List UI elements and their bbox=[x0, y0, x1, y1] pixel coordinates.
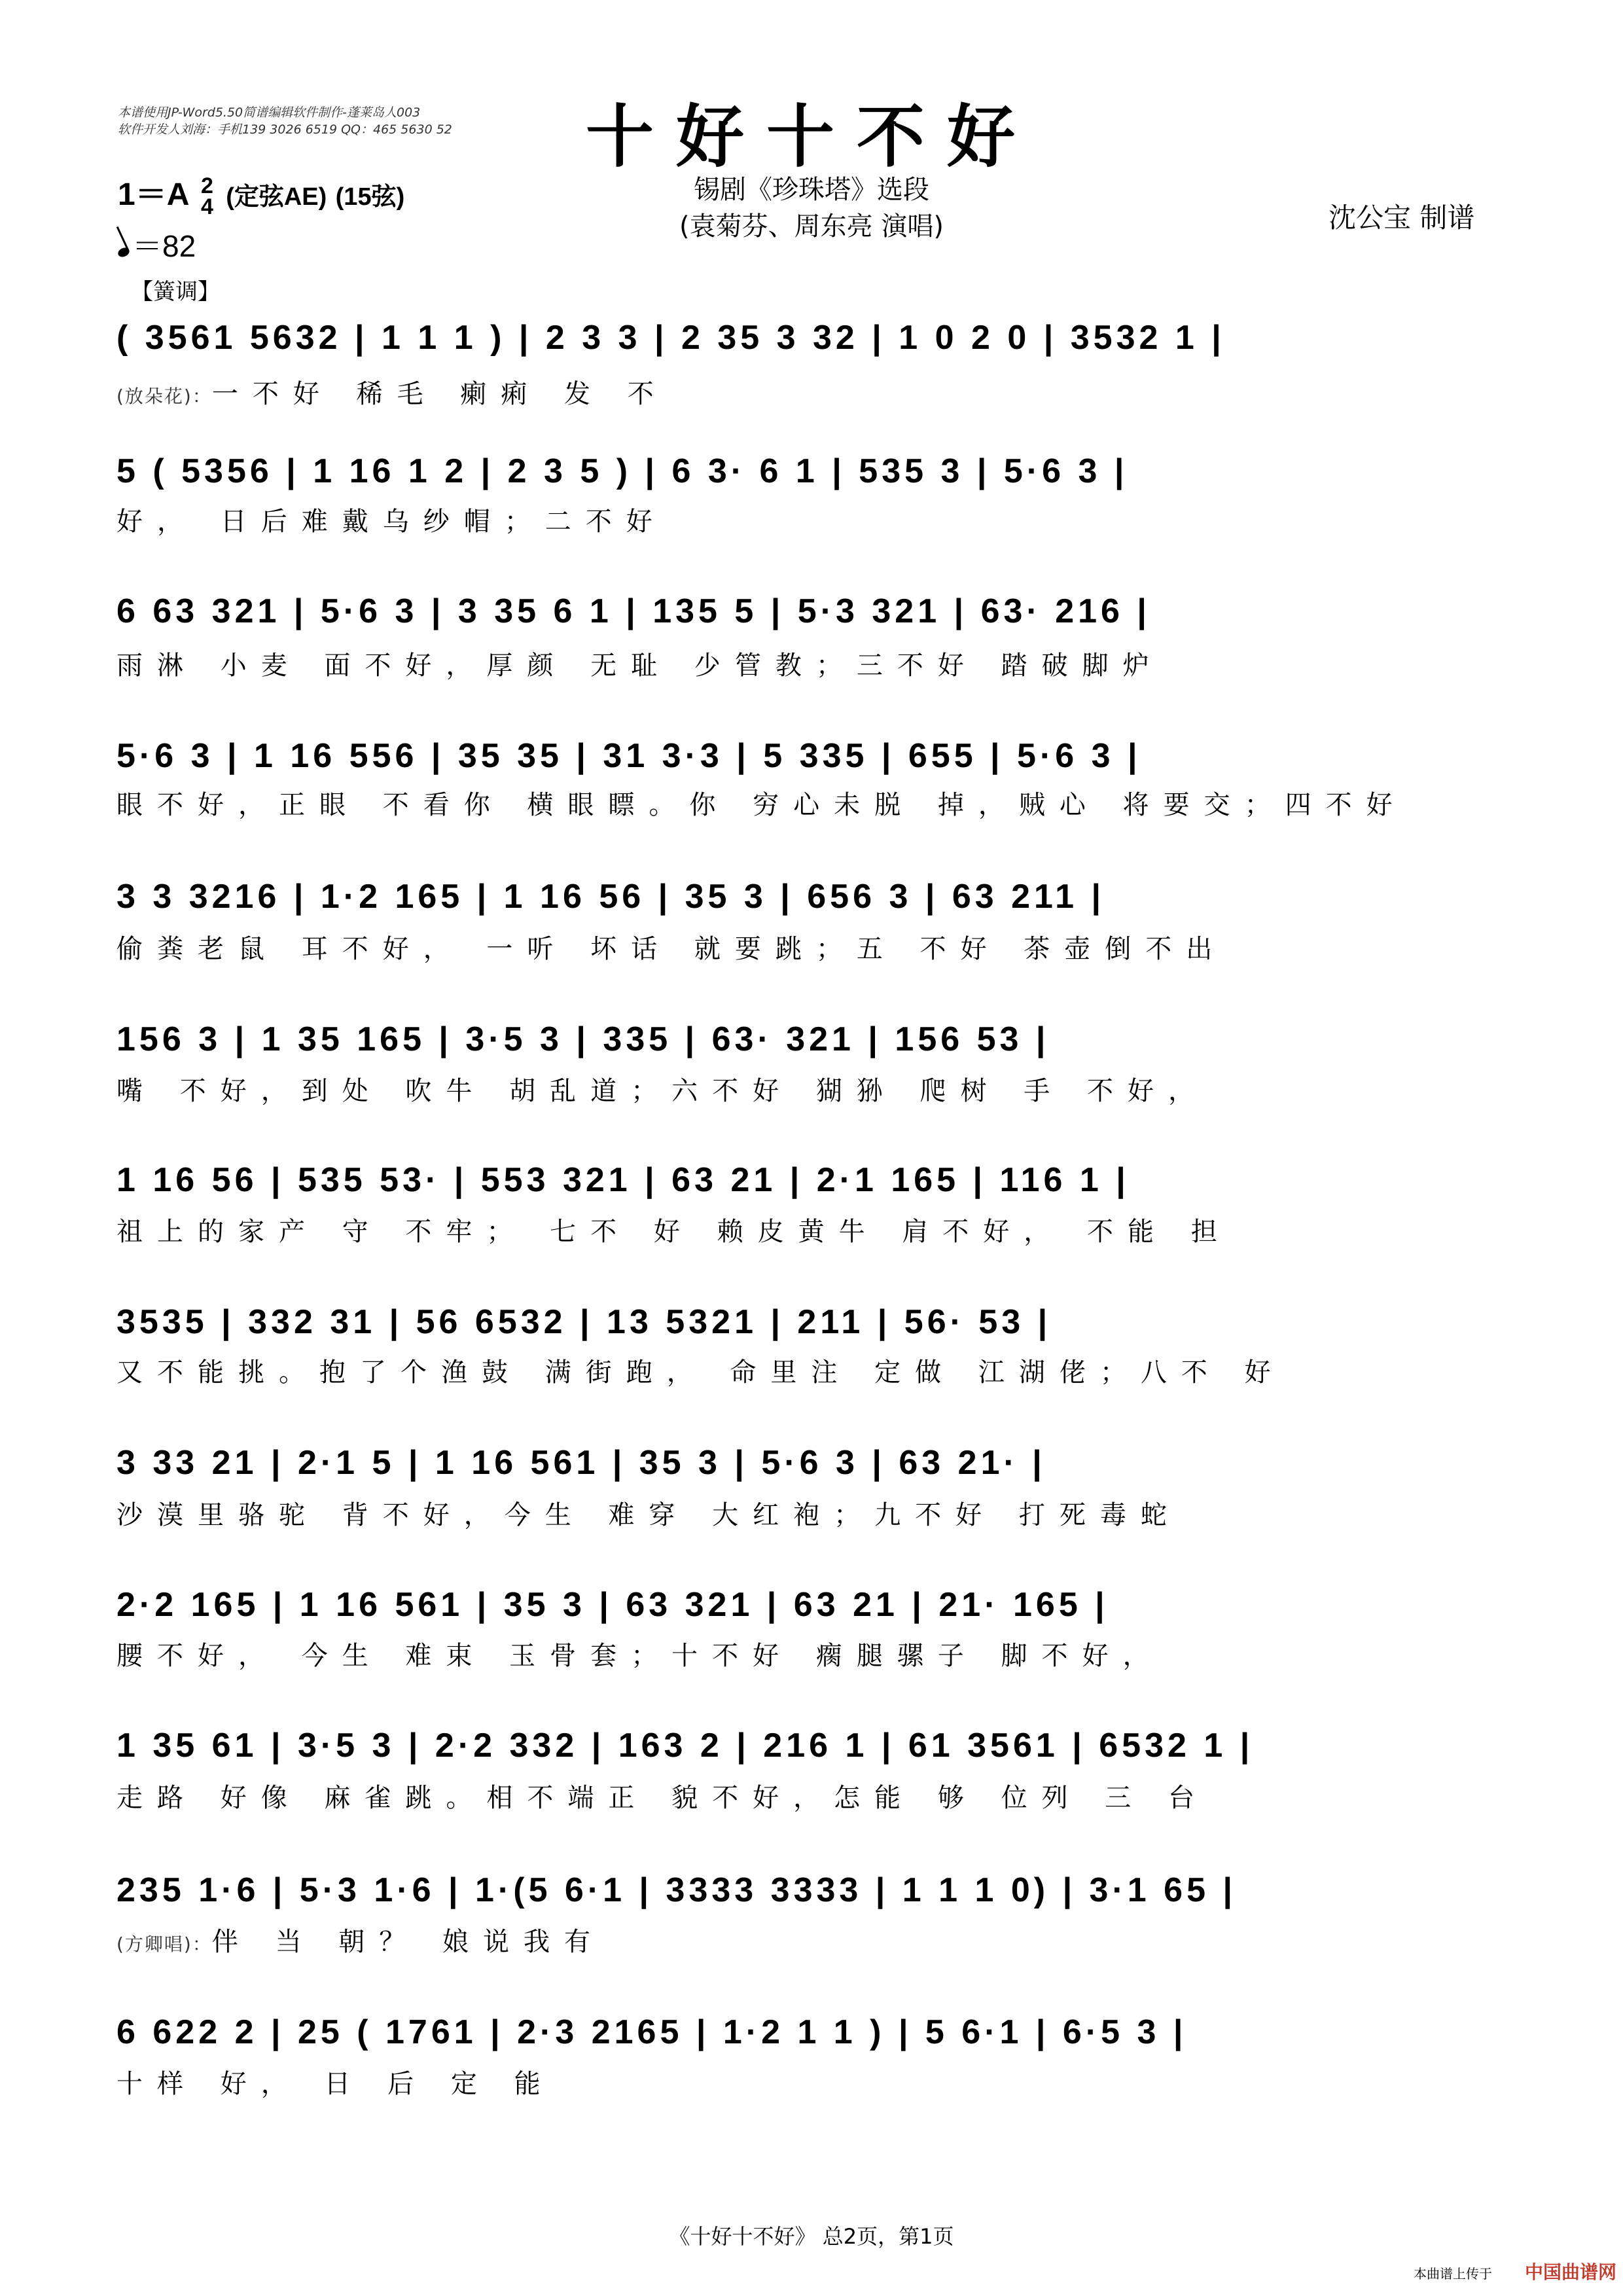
notation-row-2: 5 ( 5356 | 1 16 1 2 | 2 3 5 ) | 6 3· 6 1 | 535 3 | 5·6 3 | bbox=[116, 452, 1128, 490]
key-signature: 1＝A bbox=[118, 177, 188, 212]
notation-row-4: 5·6 3 | 1 16 556 | 35 35 | 31 3·3 | 5 335 | 655 | 5·6 3 | bbox=[116, 737, 1141, 775]
lyric-text: 祖上的家产 守 不牢； 七不 好 赖皮黄牛 肩不好， 不能 担 bbox=[116, 1217, 1232, 1247]
quarter-note-icon bbox=[116, 246, 131, 259]
strings: (15弦) bbox=[335, 183, 405, 211]
site-logo[interactable]: 中国曲谱网 bbox=[1525, 2261, 1617, 2283]
lyric-row-1 bbox=[116, 373, 1517, 410]
lyric-text: 腰不好， 今生 难束 玉骨套；十不好 瘸腿骡子 脚不好， bbox=[116, 1641, 1164, 1671]
lyric-row-11 bbox=[116, 1777, 1517, 1814]
notation-row-9: 3 33 21 | 2·1 5 | 1 16 561 | 35 3 | 5·6 3 | 63 21· | bbox=[116, 1444, 1046, 1482]
notation-row-6: 156 3 | 1 35 165 | 3·5 3 | 335 | 63· 321 | 156 53 | bbox=[116, 1020, 1050, 1058]
lyric-row-2 bbox=[116, 501, 1517, 538]
notation-row-10: 2·2 165 | 1 16 561 | 35 3 | 63 321 | 63 21 | 21· 165 | bbox=[116, 1586, 1109, 1624]
page-footer: 《十好十不好》 总2页，第1页 bbox=[669, 2224, 954, 2249]
subtitle: 锡剧《珍珠塔》选段 bbox=[694, 175, 929, 205]
lyric-text: 走路 好像 麻雀跳。相不端正 貌不好，怎能 够 位列 三 台 bbox=[116, 1783, 1209, 1813]
performers: (袁菊芬、周东亮 演唱) bbox=[679, 211, 944, 242]
lyric-text: 沙漠里骆驼 背不好，今生 难穿 大红袍；九不好 打死毒蛇 bbox=[116, 1500, 1181, 1530]
lyric-row-4 bbox=[116, 784, 1517, 821]
lyric-row-10 bbox=[116, 1635, 1517, 1672]
tempo-value: ＝82 bbox=[132, 229, 196, 263]
time-denominator: 4 bbox=[200, 194, 213, 220]
lyric-row-9 bbox=[116, 1494, 1517, 1532]
lyric-row-6 bbox=[116, 1070, 1517, 1107]
lyric-row-13 bbox=[116, 2063, 1517, 2100]
cue-label: (方卿唱)： bbox=[116, 1933, 212, 1955]
tuning: (定弦AE) bbox=[226, 183, 327, 211]
lyric-text: 好， 日后难戴乌纱帽；二不好 bbox=[116, 507, 667, 537]
notation-row-8: 3535 | 332 31 | 56 6532 | 13 5321 | 211 | 56· 53 | bbox=[116, 1303, 1052, 1341]
lyric-row-8 bbox=[116, 1352, 1517, 1389]
lyric-text: 十样 好， 日 后 定 能 bbox=[116, 2069, 555, 2099]
lyric-text: 眼不好，正眼 不看你 横眼瞟。你 穷心未脱 掉，贼心 将要交；四不好 bbox=[116, 790, 1407, 820]
intro-label: 【簧调】 bbox=[131, 279, 220, 305]
lyric-text: 一不好 稀毛 瘌痢 发 不 bbox=[211, 379, 668, 409]
upload-note: 本曲谱上传于 bbox=[1414, 2266, 1492, 2282]
lyric-text: 偷粪老鼠 耳不好， 一听 坏话 就要跳；五 不好 茶壶倒不出 bbox=[116, 934, 1227, 964]
lyric-text: 伴 当 朝？ 娘说我有 bbox=[211, 1927, 605, 1957]
lyric-row-3 bbox=[116, 645, 1517, 682]
notation-row-12: 235 1·6 | 5·3 1·6 | 1·(5 6·1 | 3333 3333 | 1 1 1 0) | 3·1 65 | bbox=[116, 1871, 1236, 1909]
credit-line-2: 软件开发人刘海：手机139 3026 6519 QQ：465 5630 52 bbox=[118, 122, 452, 137]
notation-row-5: 3 3 3216 | 1·2 165 | 1 16 56 | 35 3 | 656 3 | 63 211 | bbox=[116, 878, 1105, 916]
page-title: 十好十不好 bbox=[585, 96, 1037, 177]
cue-label: (放朵花)： bbox=[116, 386, 212, 407]
lyric-row-5 bbox=[116, 928, 1517, 965]
lyric-row-12 bbox=[116, 1921, 1517, 1958]
notation-row-11: 1 35 61 | 3·5 3 | 2·2 332 | 163 2 | 216 1 | 61 3561 | 6532 1 | bbox=[116, 1727, 1254, 1765]
notation-row-3: 6 63 321 | 5·6 3 | 3 35 6 1 | 135 5 | 5·3 321 | 63· 216 | bbox=[116, 592, 1150, 630]
arranger: 沈公宝 制谱 bbox=[1329, 202, 1475, 234]
time-numerator: 2 bbox=[200, 173, 213, 199]
notation-row-1: ( 3561 5632 | 1 1 1 ) | 2 3 3 | 2 35 3 32 | 1 0 2 0 | 3532 1 | bbox=[116, 319, 1225, 357]
lyric-row-7 bbox=[116, 1211, 1517, 1248]
lyric-text: 又不能挑。抱了个渔鼓 满街跑， 命里注 定做 江湖佬；八不 好 bbox=[116, 1357, 1285, 1388]
notation-row-7: 1 16 56 | 535 53· | 553 321 | 63 21 | 2·1 165 | 116 1 | bbox=[116, 1161, 1130, 1199]
credit-line-1: 本谱使用JP-Word5.50简谱编辑软件制作-蓬莱岛人003 bbox=[118, 105, 421, 120]
lyric-text: 嘴 不好，到处 吹牛 胡乱道；六不好 猢狲 爬树 手 不好， bbox=[116, 1076, 1209, 1106]
notation-row-13: 6 622 2 | 25 ( 1761 | 2·3 2165 | 1·2 1 1 ) | 5 6·1 | 6·5 3 | bbox=[116, 2013, 1187, 2051]
lyric-text: 雨淋 小麦 面不好，厚颜 无耻 少管教；三不好 踏破脚炉 bbox=[116, 651, 1164, 681]
